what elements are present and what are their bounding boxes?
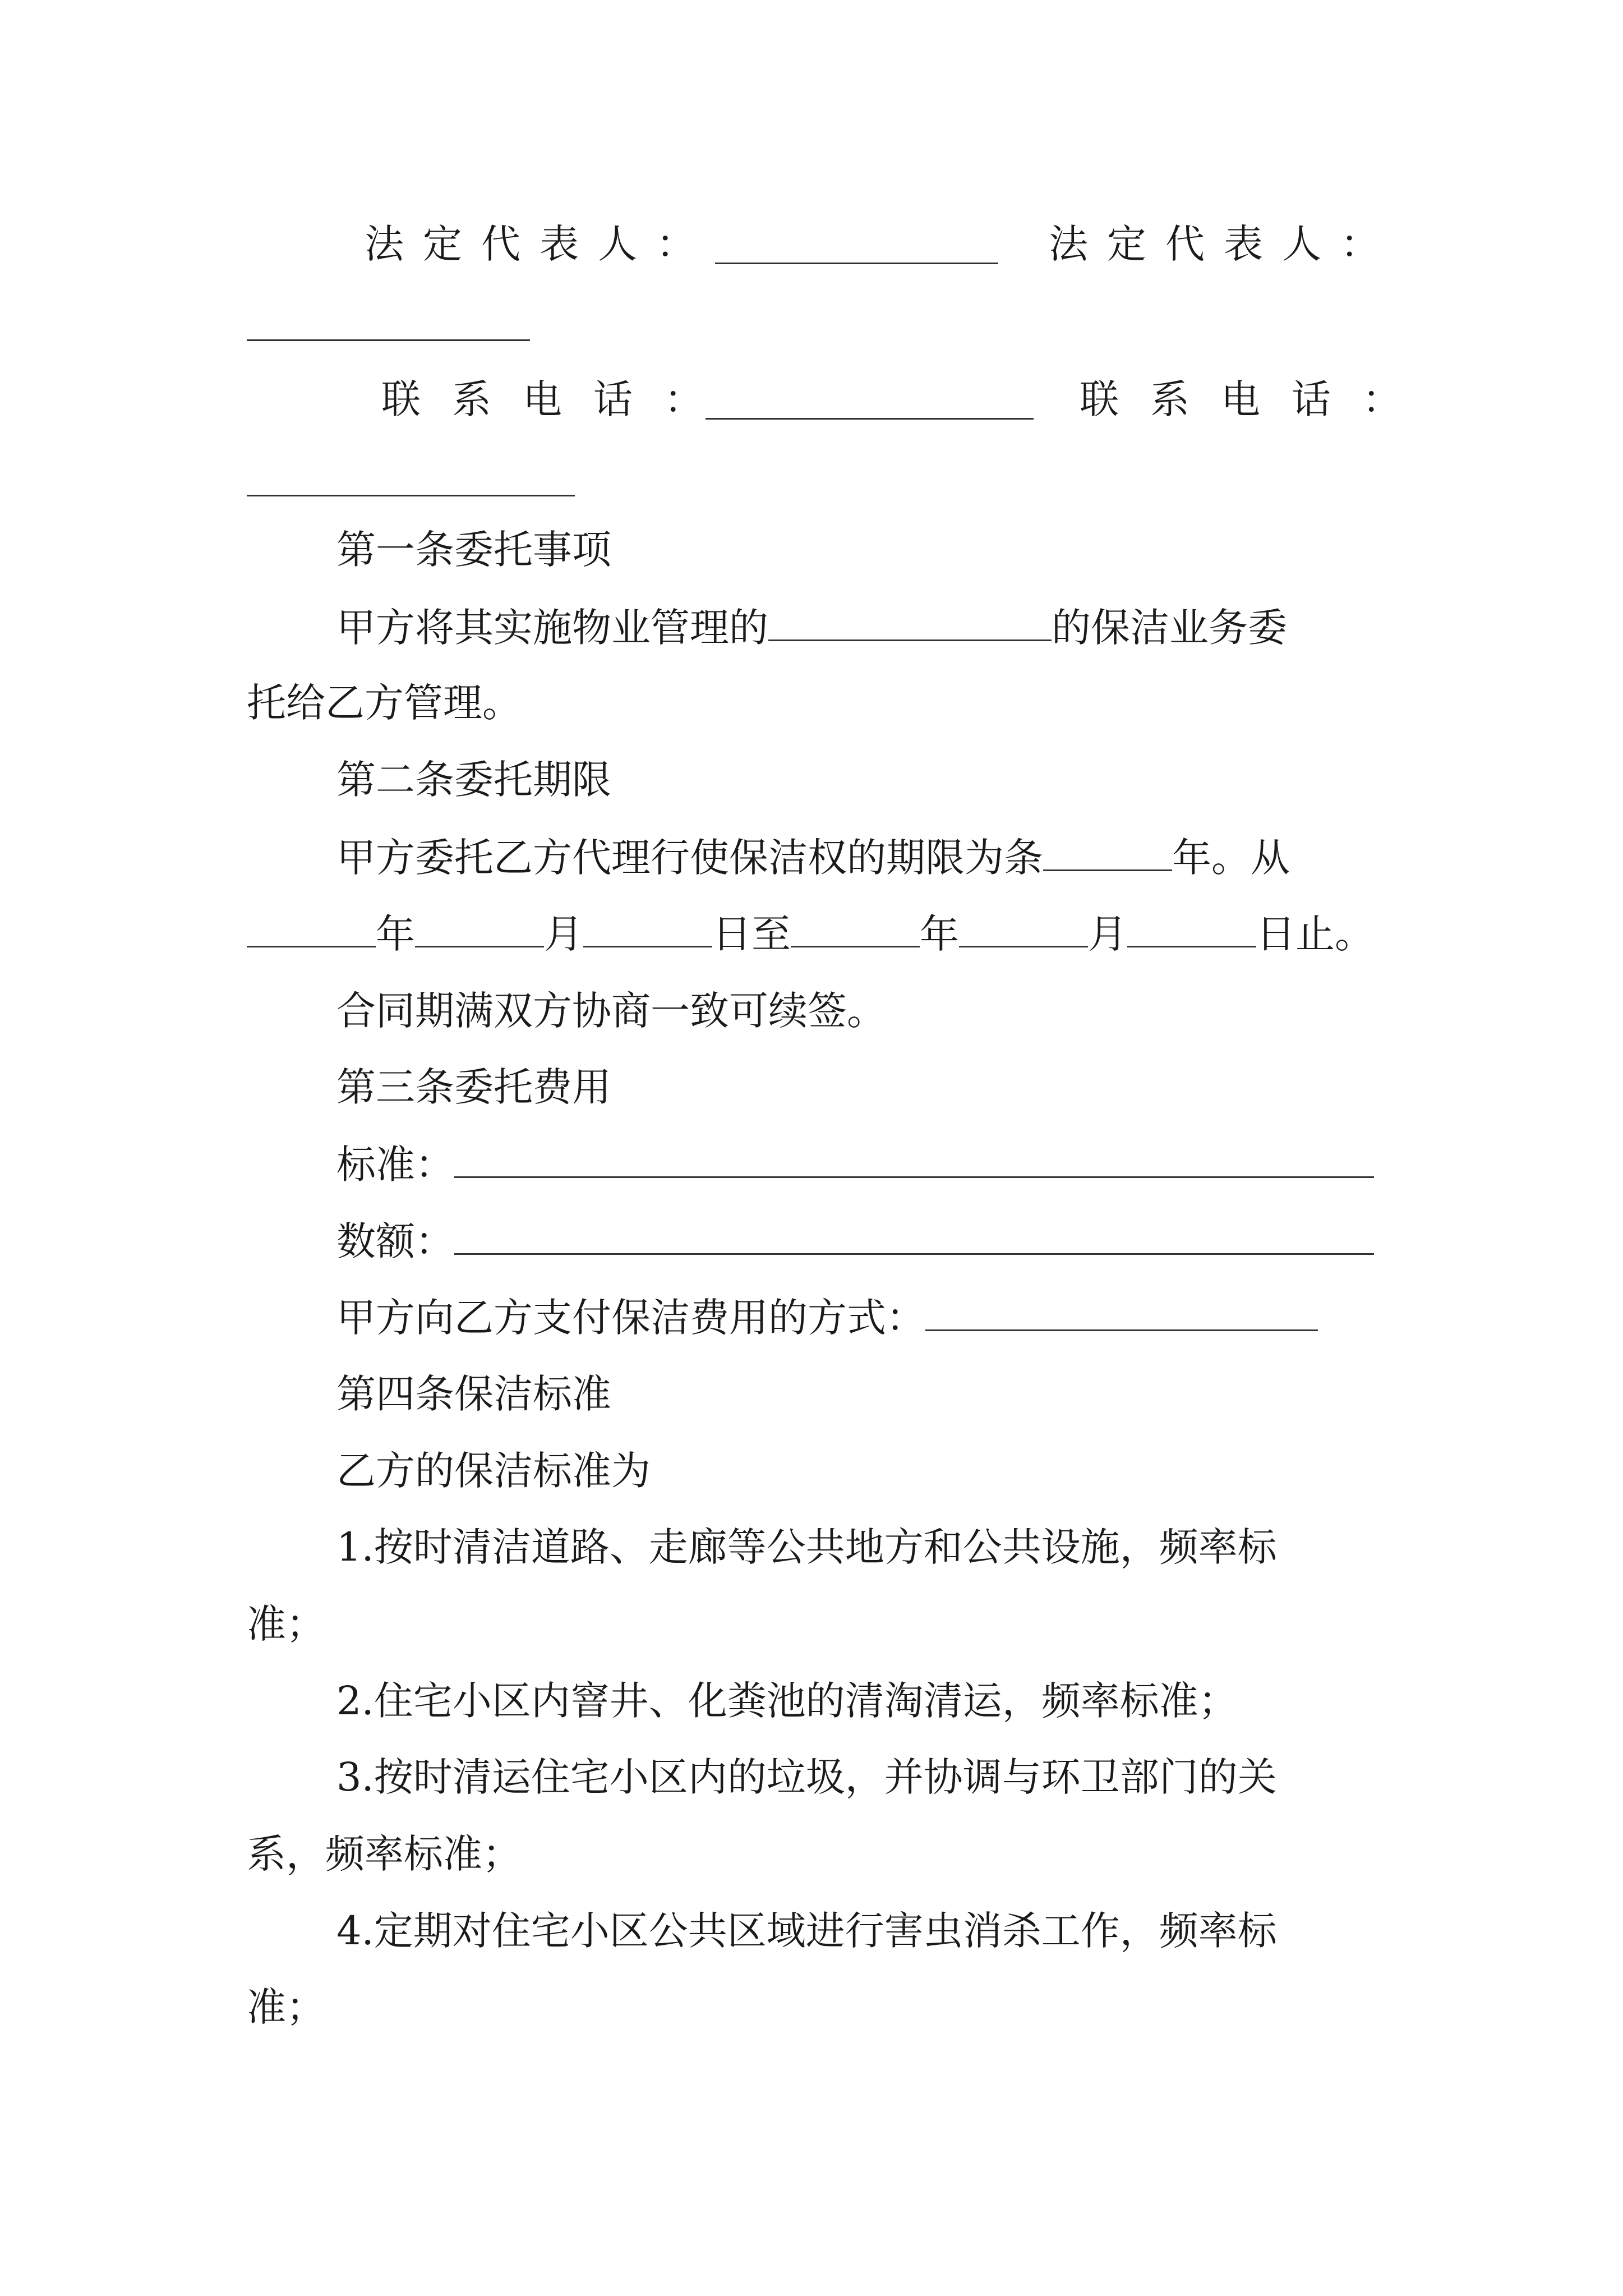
start-year-blank [247,905,376,947]
payment-label: 甲方向乙方支付保洁费用的方式： [336,1295,925,1341]
article-2-renew: 合同期满双方协商一致可续签。 [336,988,886,1034]
article-2-text-b: 年。从 [1172,835,1290,881]
article-4-item-2: 2.住宅小区内窨井、化粪池的清淘清运，频率标准； [336,1678,1238,1724]
article-2-date-line [247,905,1382,962]
end-month-blank [959,905,1088,947]
article-2-heading: 第二条委托期限 [336,757,611,803]
standard-blank [454,1136,1374,1178]
article-1-text-line1 [336,599,1382,656]
end-year-label: 年 [920,911,959,957]
legal-rep-left-blank [715,263,998,264]
legal-rep-left-label: 法定代表人： [365,221,714,267]
article-1-text-b: 的保洁业务委 [1052,605,1287,651]
article-2-text-line1 [336,829,1382,886]
phone-left-blank [706,418,1034,420]
article-4-item-4-line1: 4.定期对住宅小区公共区域进行害虫消杀工作，频率标 [336,1908,1277,1954]
payment-blank [925,1289,1318,1331]
article-4-item-3-line2: 系，频率标准； [247,1831,522,1877]
amount-blank [454,1213,1374,1255]
article-3-standard-line [336,1136,1382,1193]
standard-label: 标准： [336,1142,454,1188]
article-4-item-1-line2: 准； [247,1601,325,1647]
article-4-item-4-line2: 准； [247,1984,325,2030]
phone-left-label: 联系电话： [381,376,735,422]
end-day-blank [1127,905,1256,947]
term-years-blank [1043,829,1172,871]
legal-rep-right-label: 法定代表人： [1049,221,1399,267]
start-day-label: 日至 [712,911,791,957]
phone-right-blank [247,495,575,496]
article-4-heading: 第四条保洁标准 [336,1371,611,1417]
phone-right-label: 联系电话： [1080,376,1433,422]
article-1-heading: 第一条委托事项 [336,527,611,573]
end-month-label: 月 [1088,911,1127,957]
article-3-amount-line [336,1213,1382,1269]
start-year-label: 年 [376,911,415,957]
article-4-item-1-line1: 1.按时清洁道路、走廊等公共地方和公共设施，频率标 [336,1524,1277,1570]
property-name-blank [768,599,1052,641]
article-1-text-line2: 托给乙方管理。 [247,680,522,726]
start-day-blank [583,905,712,947]
start-month-label: 月 [544,911,583,957]
end-day-label: 日止。 [1256,911,1374,957]
end-year-blank [791,905,920,947]
article-2-text-a: 甲方委托乙方代理行使保洁权的期限为条 [336,835,1043,881]
start-month-blank [415,905,544,947]
article-1-text-a: 甲方将其实施物业管理的 [336,605,768,651]
article-4-intro: 乙方的保洁标准为 [336,1448,651,1494]
article-3-heading: 第三条委托费用 [336,1064,611,1110]
legal-rep-right-blank [247,339,530,341]
article-4-item-3-line1: 3.按时清运住宅小区内的垃圾，并协调与环卫部门的关 [336,1754,1277,1800]
amount-label: 数额： [336,1218,454,1264]
article-3-payment-line [336,1289,1382,1346]
